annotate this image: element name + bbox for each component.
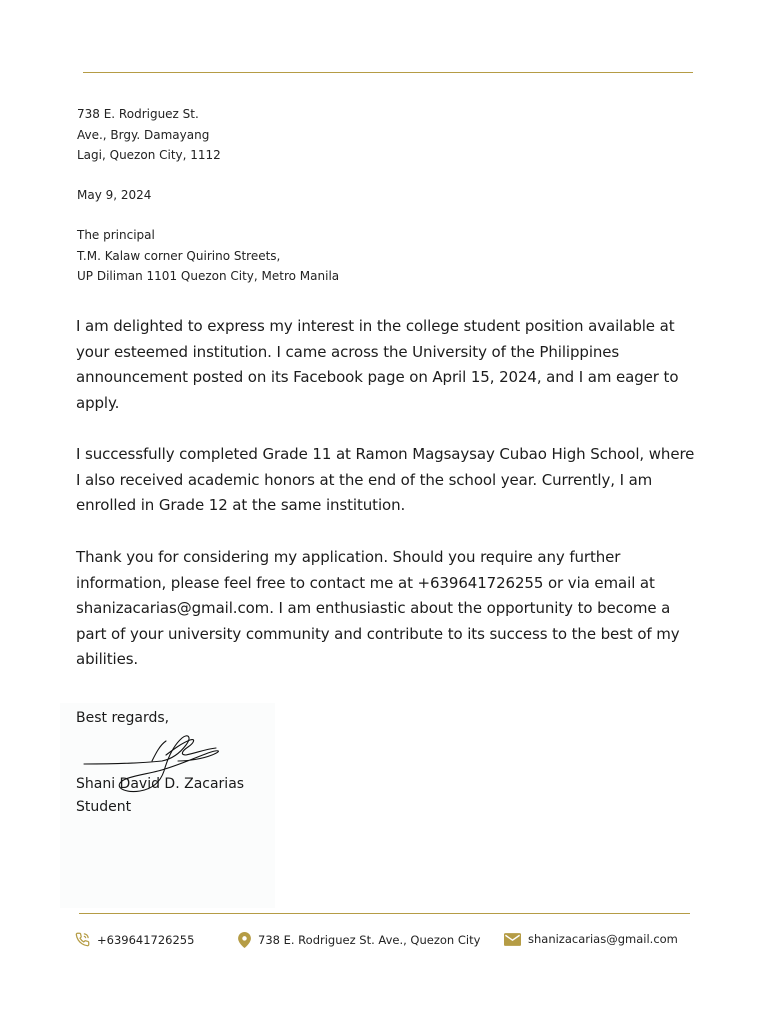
signer-title: Student — [76, 798, 132, 815]
recipient-address — [77, 225, 339, 287]
date-text: May 9, 2024 — [77, 188, 152, 202]
sender-address-line: 738 E. Rodriguez St. — [77, 107, 199, 121]
phone-icon — [75, 932, 90, 947]
footer-phone-text: +639641726255 — [97, 932, 195, 947]
footer-email-text[interactable]: shanizacarias@gmail.com — [528, 932, 678, 946]
top-divider — [83, 72, 693, 73]
handwritten-signature — [82, 731, 224, 797]
signer-name: Shani David D. Zacarias — [76, 776, 245, 792]
body-paragraph-1: I am delighted to express my interest in the college student position available at your esteemed institution. I came across the University of the Philippines announcement posted on its Facebook page on April 15, 2024, and I am eager to apply. — [76, 317, 679, 412]
footer-address-text: 738 E. Rodriguez St. Ave., Quezon City — [258, 933, 481, 947]
bottom-divider — [79, 913, 690, 914]
sender-address — [77, 104, 221, 166]
footer-email — [504, 932, 678, 946]
body-paragraph-2: I successfully completed Grade 11 at Ramon Magsaysay Cubao High School, where I also received academic honors at the end of the school year. Currently, I am enrolled in Grade 12 at the same institution. — [76, 445, 695, 515]
letter-date — [77, 185, 151, 206]
footer-address — [238, 932, 480, 948]
sender-address-line: Ave., Brgy. Damayang — [77, 127, 210, 142]
closing-salutation: Best regards, — [76, 710, 170, 726]
location-pin-icon — [238, 932, 251, 948]
recipient-line: The principal — [77, 228, 155, 242]
envelope-icon — [504, 933, 521, 946]
body-paragraph-3: Thank you for considering my application. Should you require any further information, please feel free to contact me at +639641726255 or via email at shanizacarias@gmail.com. I am enthusiastic about the opportunity to become a part of your university community and contribute to its success to the best of my abilities. — [76, 548, 680, 669]
recipient-line: T.M. Kalaw corner Quirino Streets, — [77, 248, 281, 263]
footer-phone — [75, 932, 194, 947]
recipient-line: UP Diliman 1101 Quezon City, Metro Manila — [77, 269, 340, 283]
sender-address-line: Lagi, Quezon City, 1112 — [77, 148, 221, 162]
